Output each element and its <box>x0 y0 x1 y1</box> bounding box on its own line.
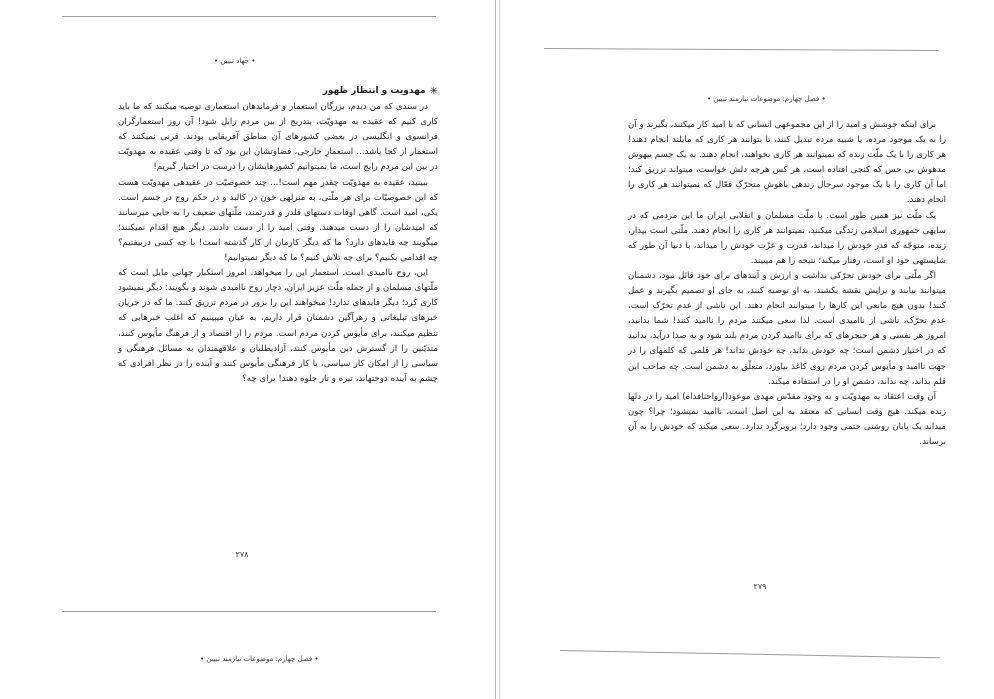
top-rule <box>544 48 939 51</box>
gutter-line <box>495 0 496 699</box>
page-number: ۲۷۸ <box>235 550 249 559</box>
paragraph: برای اینکه جوشش و امید را از این مجموعهی انسانی که با امید کار میکنند، بگیرند و آن را به یک موجود مرده، یا شبیه مرده تبدیل کنند، تا بتوانند هر کاری که مایلند انجام دهند! هر کاری را با یک ملّت زنده که نمیتوانند هر کاری بخواهند، انجام دهند. به یک جسم بیهوش مدهوش بی حس که کنجی افتاده است، هر کس هرچه دلش خواست، میتواند تزریق کند؛ اما آن کاری را با یک موجود سرحال زندهی باهوشِ متحرّکِ فعّال که نمیتوانند هر کاری را انجام دهند. <box>628 120 946 206</box>
right-page <box>500 0 994 699</box>
paragraph: آن وقت اعتقاد به مهدویّت و به وجود مقدّس مهدی موعود(ارواحنافداه) امید را در دلها زنده میکند. هیچ وقت انسانی که معتقد به این اصل است، ناامید نمیشود؛ چرا؟ چون میداند یک پایان روشنی حتمی وجود دارد؛ بروبرگرد ندارد. سعی میکند که خودش را به آن برساند. <box>628 391 946 447</box>
paragraph: یک ملّت نیز همین طور است. با ملّت مسلمان و انقلابی ایران ما این مردمی که در سایهی جمهوری اسلامی زندگی میکنند، نمیتوانند هر کاری را انجام دهند. ملّتی است بیدار، زنده، متوجّه که قدر خودش را میداند، قدرت و عزّت خودش را میداند، با دنیا آن طور که شایستهی خود او است، رفتار میکند؛ نتیجه را هم میبیند. <box>628 210 946 266</box>
paragraph: این، روح ناامیدی است. استعمار این را میخواهد. امروز استکبار جهانی مایل است که ملّتهای مسلمان و از جمله ملّت عزیز ایران، دچار روح ناامیدی شوند و بگویند: دیگر نمیشود کاری کرد؛ دیگر فایدهای ندارد! میخواهند این را بزور در مردم تزریق کنند. ما که در جریان خبرهای تبلیغاتی و زهرآگین دشمنان قرار داریم، به عیان میبینیم که اغلب خبرهایی که تنظیم میکنند، برای مأیوس کردن مردم است. مردم را از اقتصاد و از فرهنگ مأیوس کنند، متدیّنین را از گسترش دین مأیوس کنند، آزادیطلبان و علاقهمندان به مسائل فرهنگی و سیاسی را از امکان کار سیاسی، یا کار فرهنگی مأیوس کنند و آینده را در نظر افرادی که چشم به آینده دوختهاند، تیره و تار جلوه دهند! برای چه؟ <box>118 268 438 384</box>
star-icon: ✳ <box>429 85 438 97</box>
bottom-rule <box>560 650 940 658</box>
left-text-block <box>118 84 438 387</box>
page-number: ۲۷۹ <box>753 582 767 591</box>
paragraph: اگر ملّتی برای خودش تحرّکی نداشت و ارزش و آیندهای برای خود قائل نبود، دشمنان میتوانند بیایند و برایش نقشه بکشند، به او توصیه کنند، به جای او تصمیم بگیرند و عمل کنند! بدون هیچ مانعی این کارها را میتوانند انجام دهند. این ناشی از عدم تحرّک است، عدم تحرّک، ناشی از ناامیدی است. لذا سعی میکنند مردم را ناامید کنند! شما بدانید، امروز هر نفسی و هر حنجرهای که برای ناامید کردن مردم بلند شود و به صدا درآید، بدانید که در اختیار دشمن است؛ چه خودش بداند، چه خودش نداند! هر قلمی که کلمهای را در جهت ناامید و مأیوس کردن مردم روی کاغذ بیاورد، متعلّق به دشمن است. چه صاحب این قلم بداند، چه نداند، دشمن او را در استفاده میکند. <box>628 270 946 387</box>
running-footer: • فصل چهارم: موضوعات نیازمند تبیین • <box>200 655 319 663</box>
paragraph: در سندی که من دیدم، بزرگان استعمار و فرماندهان استعماری توصیه میکنند که ما باید کاری کنیم که عقیده به مهدویّت، بتدریج از بین مردم زایل شود! آن روز استعمارگران فرانسوی و انگلیسی در بعضی کشورهای آن مناطق آفریقایی بودند. قرنی نمیکنند که استعمار از کجا باشد... استعمارِ خارجی، فضاوتشان این بود که تا وقتی عقیده به مهدویّت در بین این مردم رایج است، ما نمیتوانیم کشورهایشان را درست در اختیار گیریم! <box>118 102 438 173</box>
section-title-text: مهدویت و انتظار ظهور <box>322 86 426 96</box>
right-text-block <box>628 118 946 450</box>
section-title <box>118 84 438 99</box>
running-header: • فصل چهارم: موضوعات نیازمند تبیین • <box>707 95 826 103</box>
top-rule <box>62 16 436 17</box>
running-header: • جهاد تبیین • <box>214 57 256 65</box>
paragraph: ببینید، عقیده به مهدویّت چقدر مهم است!... چند خصوصیّت در عقیدهی مهدویّت هست که این خصوصیّات برای هر ملّتی، به منزلهی خون در کالبد و در حکم روح در جسم است. یکی، امید است. گاهی اوقات دستهای قلدر و قدرتمند، ملّتهای ضعیف را به جایی میرسانند که امیدشان را از دست میدهند. وقتی امید را از دست دادند، دیگر هیچ اقدام نمیکنند؛ میگویند چه فایدهای دارد؟ ما که دیگر کارمان از کار گذشته است! با چه کسی دربیفتیم؟ چه اقدامی بکنیم؟ برای چه تلاش کنیم؟ ما که دیگر نمیتوانیم! <box>118 177 438 264</box>
bottom-rule <box>62 611 436 612</box>
